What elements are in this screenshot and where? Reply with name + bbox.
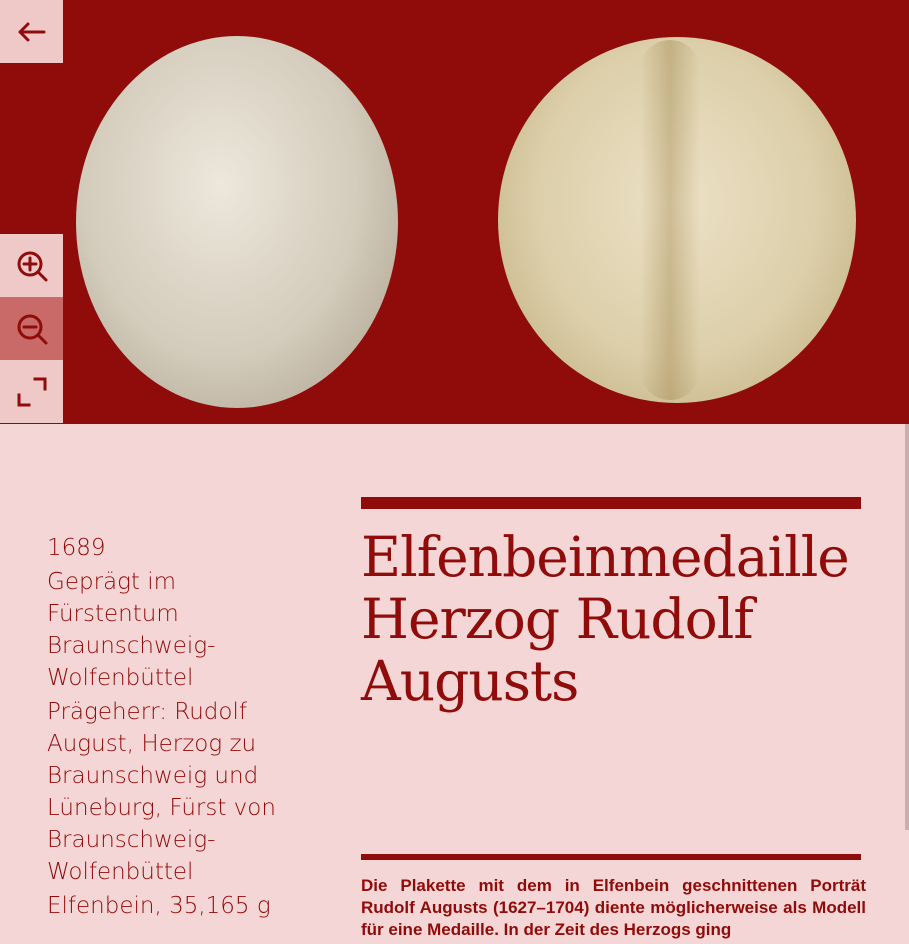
object-date: 1689 bbox=[47, 535, 106, 561]
page-title: Elfenbeinmedaille Herzog Rudolf Augusts bbox=[361, 525, 849, 713]
object-description: Die Plakette mit dem in Elfenbein geschnittenen Porträt Rudolf Augusts (1627–1704) diente möglicherweise als Modell für eine Medaille. In der Zeit des Herzogs ging bbox=[361, 876, 866, 939]
fullscreen-button[interactable] bbox=[0, 360, 63, 423]
scrollbar[interactable] bbox=[905, 424, 909, 830]
zoom-out-icon bbox=[14, 311, 50, 347]
fullscreen-icon bbox=[14, 374, 50, 410]
object-authority: Prägeherr: Rudolf August, Herzog zu Braunschweig und Lüneburg, Fürst von Braunschweig-Wolfenbüttel bbox=[47, 699, 276, 885]
object-material: Elfenbein, 35,165 g bbox=[47, 893, 271, 919]
medal-obverse-image bbox=[76, 36, 398, 408]
medal-reverse-grain bbox=[640, 40, 700, 400]
zoom-in-button[interactable] bbox=[0, 234, 63, 297]
arrow-left-icon bbox=[14, 14, 50, 50]
description-divider bbox=[361, 854, 861, 860]
title-divider bbox=[361, 497, 861, 509]
back-button[interactable] bbox=[0, 0, 63, 63]
object-mint: Geprägt im Fürstentum Braunschweig-Wolfenbüttel bbox=[47, 569, 216, 691]
zoom-out-button[interactable] bbox=[0, 297, 63, 360]
zoom-in-icon bbox=[14, 248, 50, 284]
object-details bbox=[47, 532, 307, 924]
image-viewer[interactable] bbox=[0, 0, 909, 424]
